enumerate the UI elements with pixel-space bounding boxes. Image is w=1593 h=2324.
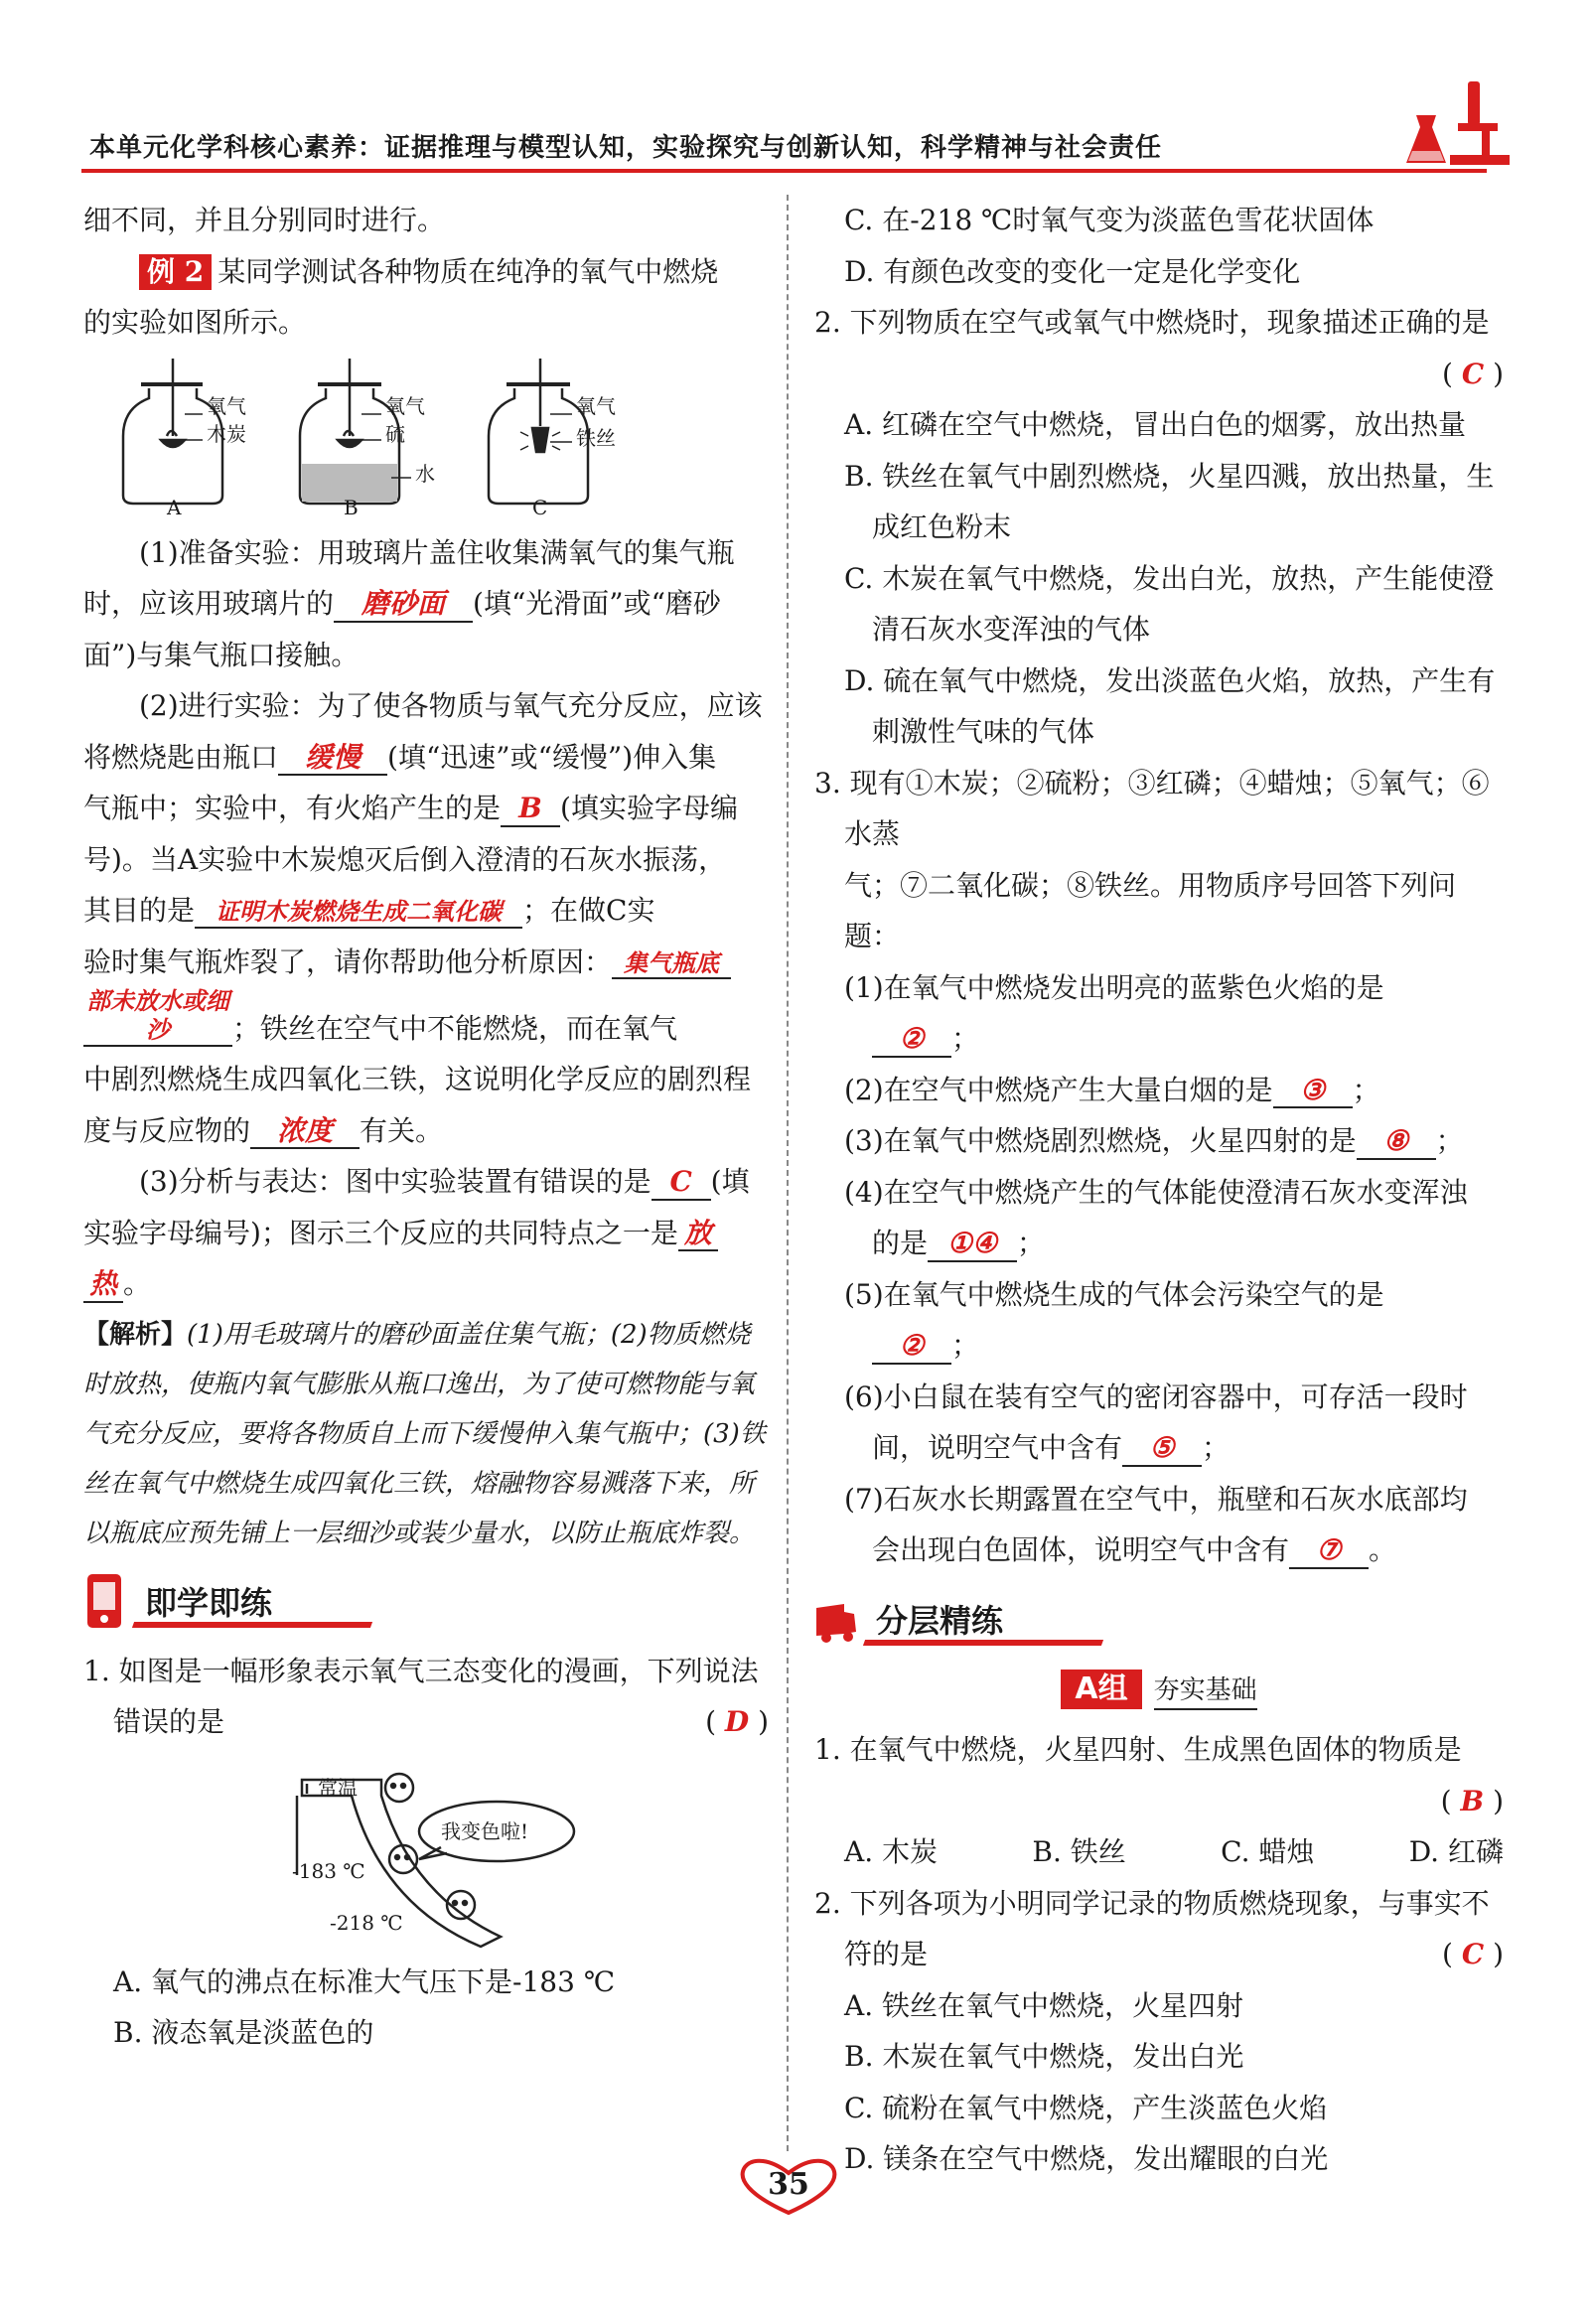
jar-b-caption: B — [344, 495, 359, 519]
page-number-text: 35 — [768, 2167, 809, 2202]
q3-answer-blank-2b: 热 — [83, 1267, 123, 1303]
q2-answer-blank-3: 证明木炭燃烧生成二氧化碳 — [195, 898, 522, 929]
group-a-subtitle: 夯实基础 — [1154, 1672, 1257, 1710]
practice2-option-d: D. 硫在氧气中燃烧，发出淡蓝色火焰，放热，产生有 — [844, 663, 1496, 697]
practice2-answer-line — [814, 349, 1504, 400]
practice3-sub7-blank: ⑦ — [1289, 1533, 1369, 1569]
truck-icon — [814, 1590, 858, 1648]
section-title-graded: 分层精练 — [876, 1601, 1004, 1640]
page-header — [81, 111, 1512, 175]
q2-line-i: 度与反应物的 浓度 有关。 — [83, 1105, 769, 1157]
practice1-option-a: A. 氧气的沸点在标准大气压下是-183 ℃ — [113, 1964, 616, 1998]
phone-book-icon — [83, 1572, 127, 1630]
graded1-stem: 1. 在氧气中燃烧，火星四射、生成黑色固体的物质是 — [814, 1733, 1462, 1766]
practice3-sub4-answer-line: 的是 ①④ ； — [814, 1218, 1504, 1269]
q2-line-h: 中剧烈燃烧生成四氧化三铁，这说明化学反应的剧烈程 — [83, 1063, 752, 1096]
graded2-stem-cont: 符的是 ( C ) — [814, 1929, 1504, 1980]
q2-answer-blank-4a: 集气瓶底 — [612, 949, 731, 980]
q3-answer-blank-1: C — [652, 1165, 711, 1201]
practice2-option-a: A. 红磷在空气中燃烧，冒出白色的烟雾，放出热量 — [844, 408, 1467, 441]
jar-b-label-sulfur: 硫 — [385, 421, 405, 446]
q3-line-b: 实验字母编号)；图示三个反应的共同特点之一是 放 — [83, 1208, 769, 1259]
practice3-sub6-answer-line: 间，说明空气中含有 ⑤ ； — [814, 1422, 1504, 1474]
practice2-answer-paren: ( C ) — [1442, 357, 1504, 390]
cartoon-label-room-temp: 常温 — [318, 1775, 358, 1800]
q2-line-f: 验时集气瓶炸裂了，请你帮助他分析原因： 集气瓶底 — [83, 937, 769, 988]
graded1-answer-paren: ( B ) — [1440, 1784, 1504, 1817]
practice3-sub4-blank: ①④ — [928, 1227, 1017, 1262]
practice3-sub6-blank: ⑤ — [1122, 1431, 1202, 1467]
jar-c-label-oxygen: 氧气 — [576, 393, 616, 418]
practice2-option-b: B. 铁丝在氧气中剧烈燃烧，火星四溅，放出热量，生 — [844, 459, 1495, 493]
graded1-option-d: D. 红磷 — [1408, 1835, 1504, 1868]
q2-line-c: 气瓶中；实验中，有火焰产生的是 B (填实验字母编 — [83, 783, 769, 834]
practice3-sub5-answer-line: ② ； — [814, 1320, 1504, 1372]
practice1-answer-paren: ( D ) — [705, 1705, 769, 1739]
analysis-text: (1)用毛玻璃片的磨砂面盖住集气瓶；(2)物质燃烧时放热，使瓶内氧气膨胀从瓶口逸出，为了使可燃物能与氧气充分反应，要将各物质自上而下缓慢伸入集气瓶中；(3)铁丝在氧气中燃烧生成四氧化三铁，熔融物容易溅落下来，所以瓶底应预先铺上一层细沙或装少量水，以防止瓶底炸裂。 — [83, 1319, 766, 1548]
jar-c-caption: C — [532, 495, 548, 519]
practice2-option-c-cont: 清石灰水变浑浊的气体 — [872, 613, 1151, 646]
header-title: 本单元化学科核心素养：证据推理与模型认知，实验探究与创新认知，科学精神与社会责任 — [89, 133, 1163, 163]
practice3-sub1: (1)在氧气中燃烧发出明亮的蓝紫色火焰的是 — [844, 970, 1384, 1004]
practice3-sub2: (2)在空气中燃烧产生大量白烟的是 ③ ； — [814, 1065, 1504, 1116]
graded1-option-b: B. 铁丝 — [1032, 1835, 1126, 1868]
practice1-option-c: C. 在-218 ℃时氧气变为淡蓝色雪花状固体 — [844, 204, 1375, 236]
graded1-option-c: C. 蜡烛 — [1221, 1835, 1315, 1868]
graded2-option-c: C. 硫粉在氧气中燃烧，产生淡蓝色火焰 — [844, 2091, 1328, 2124]
q2-answer-blank-2: B — [501, 792, 560, 827]
practice3-sub3: (3)在氧气中燃烧剧烈燃烧，火星四射的是 ⑧ ； — [814, 1115, 1504, 1167]
practice1-option-d: D. 有颜色改变的变化一定是化学变化 — [844, 254, 1301, 288]
practice2-stem: 2. 下列物质在空气或氧气中燃烧时，现象描述正确的是 — [814, 306, 1490, 339]
cartoon-label-minus-183: -183 ℃ — [292, 1858, 365, 1883]
cartoon-label-minus-218: -218 ℃ — [330, 1910, 403, 1935]
practice3-sub4: (4)在空气中燃烧产生的气体能使澄清石灰水变浑浊 — [844, 1175, 1468, 1209]
jar-b-label-water: 水 — [415, 461, 435, 486]
graded1-options — [814, 1826, 1504, 1878]
practice3-sub5-blank: ② — [872, 1329, 951, 1365]
q2-line-g: 部未放水或细沙 ；铁丝在空气中不能燃烧，而在氧气 — [83, 987, 769, 1054]
practice3-sub7: (7)石灰水长期露置在空气中，瓶壁和石灰水底部均 — [844, 1482, 1468, 1516]
example-stem-cont: 的实验如图所示。 — [83, 306, 307, 339]
analysis-label: 【解析】 — [83, 1319, 188, 1350]
jar-a-label-charcoal: 木炭 — [207, 421, 246, 446]
practice1-option-b: B. 液态氧是淡蓝色的 — [113, 2016, 374, 2050]
q2-line-d: 号)。当A实验中木炭熄灭后倒入澄清的石灰水振荡， — [83, 842, 727, 876]
jar-a-caption: A — [167, 495, 182, 519]
q1-line-c: 面”)与集气瓶口接触。 — [83, 638, 360, 671]
intro-line: 细不同，并且分别同时进行。 — [83, 204, 446, 236]
graded2-answer-paren: ( C ) — [1442, 1938, 1504, 1970]
q3-line-a: (3)分析与表达：图中实验装置有错误的是 C (填 — [83, 1156, 769, 1208]
q2-line-a: (2)进行实验：为了使各物质与氧气充分反应，应该 — [139, 689, 763, 722]
q3-line-c: 热 。 — [83, 1258, 769, 1310]
gas-jar-diagram — [83, 357, 769, 521]
q1-line-a: (1)准备实验：用玻璃片盖住收集满氧气的集气瓶 — [139, 535, 735, 569]
group-a-label: A组 — [1061, 1670, 1141, 1709]
practice3-stem-cont: 气；⑦二氧化碳；⑧铁丝。用物质序号回答下列问题： — [844, 868, 1457, 952]
page-number — [729, 2155, 848, 2215]
practice2-option-d-cont: 刺激性气味的气体 — [872, 715, 1095, 748]
practice3-sub7-answer-line: 会出现白色固体，说明空气中含有 ⑦ 。 — [814, 1525, 1504, 1576]
column-divider — [787, 195, 789, 2151]
practice3-sub1-blank: ② — [872, 1022, 951, 1058]
section-title-practice: 即学即练 — [145, 1583, 273, 1622]
example-stem: 例 2 某同学测试各种物质在纯净的氧气中燃烧 — [83, 246, 769, 298]
right-column — [814, 195, 1504, 2185]
q2-answer-blank-5: 浓度 — [250, 1114, 360, 1150]
practice3-sub6: (6)小白鼠在装有空气的密闭容器中，可存活一段时 — [844, 1380, 1468, 1413]
practice1-stem: 1. 如图是一幅形象表示氧气三态变化的漫画，下列说法 — [83, 1654, 759, 1687]
analysis-block — [83, 1310, 769, 1558]
graded2-option-b: B. 木炭在氧气中燃烧，发出白光 — [844, 2040, 1244, 2073]
jar-a-label-oxygen: 氧气 — [207, 393, 246, 418]
practice2-option-c: C. 木炭在氧气中燃烧，发出白光，放热，产生能使澄 — [844, 561, 1495, 595]
left-column — [83, 195, 769, 2059]
jar-c-label-iron-wire: 铁丝 — [576, 425, 616, 450]
oxygen-phase-cartoon — [83, 1756, 769, 1951]
cartoon-slide-drawing — [83, 1756, 769, 1951]
q2-line-e: 其目的是 证明木炭燃烧生成二氧化碳 ；在做C实 — [83, 894, 655, 927]
header-rule — [81, 169, 1487, 173]
q1-answer-blank: 磨砂面 — [334, 587, 473, 623]
practice3-sub2-blank: ③ — [1273, 1074, 1353, 1109]
practice3-sub5: (5)在氧气中燃烧生成的气体会污染空气的是 — [844, 1277, 1384, 1311]
q1-line-b: 时，应该用玻璃片的 磨砂面 (填“光滑面”或“磨砂 — [83, 578, 769, 630]
practice2-option-b-cont: 成红色粉末 — [872, 510, 1012, 543]
practice3-sub1-answer-line: ② ； — [814, 1013, 1504, 1065]
q2-answer-blank-4b: 部未放水或细沙 — [83, 987, 232, 1047]
group-a-tag — [814, 1664, 1504, 1715]
practice1-stem-cont: 错误的是 ( D ) — [83, 1696, 769, 1748]
q2-answer-blank-1: 缓慢 — [278, 741, 387, 777]
microscope-flask-logo-icon — [1398, 75, 1518, 175]
q2-line-b: 将燃烧匙由瓶口 缓慢 (填“迅速”或“缓慢”)伸入集 — [83, 732, 769, 784]
q3-answer-blank-2a: 放 — [678, 1217, 718, 1252]
gas-jar-figure — [83, 357, 769, 521]
graded2-stem: 2. 下列各项为小明同学记录的物质燃烧现象，与事实不 — [814, 1886, 1490, 1920]
graded1-option-a: A. 木炭 — [844, 1835, 939, 1868]
cartoon-speech-bubble: 我变色啦! — [441, 1818, 529, 1843]
jar-b-label-oxygen: 氧气 — [385, 393, 425, 418]
practice3-sub3-blank: ⑧ — [1357, 1124, 1436, 1160]
graded2-option-d: D. 镁条在空气中燃烧，发出耀眼的白光 — [844, 2142, 1329, 2175]
graded2-option-a: A. 铁丝在氧气中燃烧，火星四射 — [844, 1988, 1244, 2022]
section-banner-graded — [814, 1584, 1504, 1656]
example-badge: 例 2 — [139, 254, 212, 290]
practice3-stem: 3. 现有①木炭；②硫粉；③红磷；④蜡烛；⑤氧气；⑥水蒸 — [814, 766, 1490, 850]
graded1-answer-line — [814, 1776, 1504, 1827]
jar-c — [489, 359, 588, 504]
section-banner-practice — [83, 1566, 769, 1638]
